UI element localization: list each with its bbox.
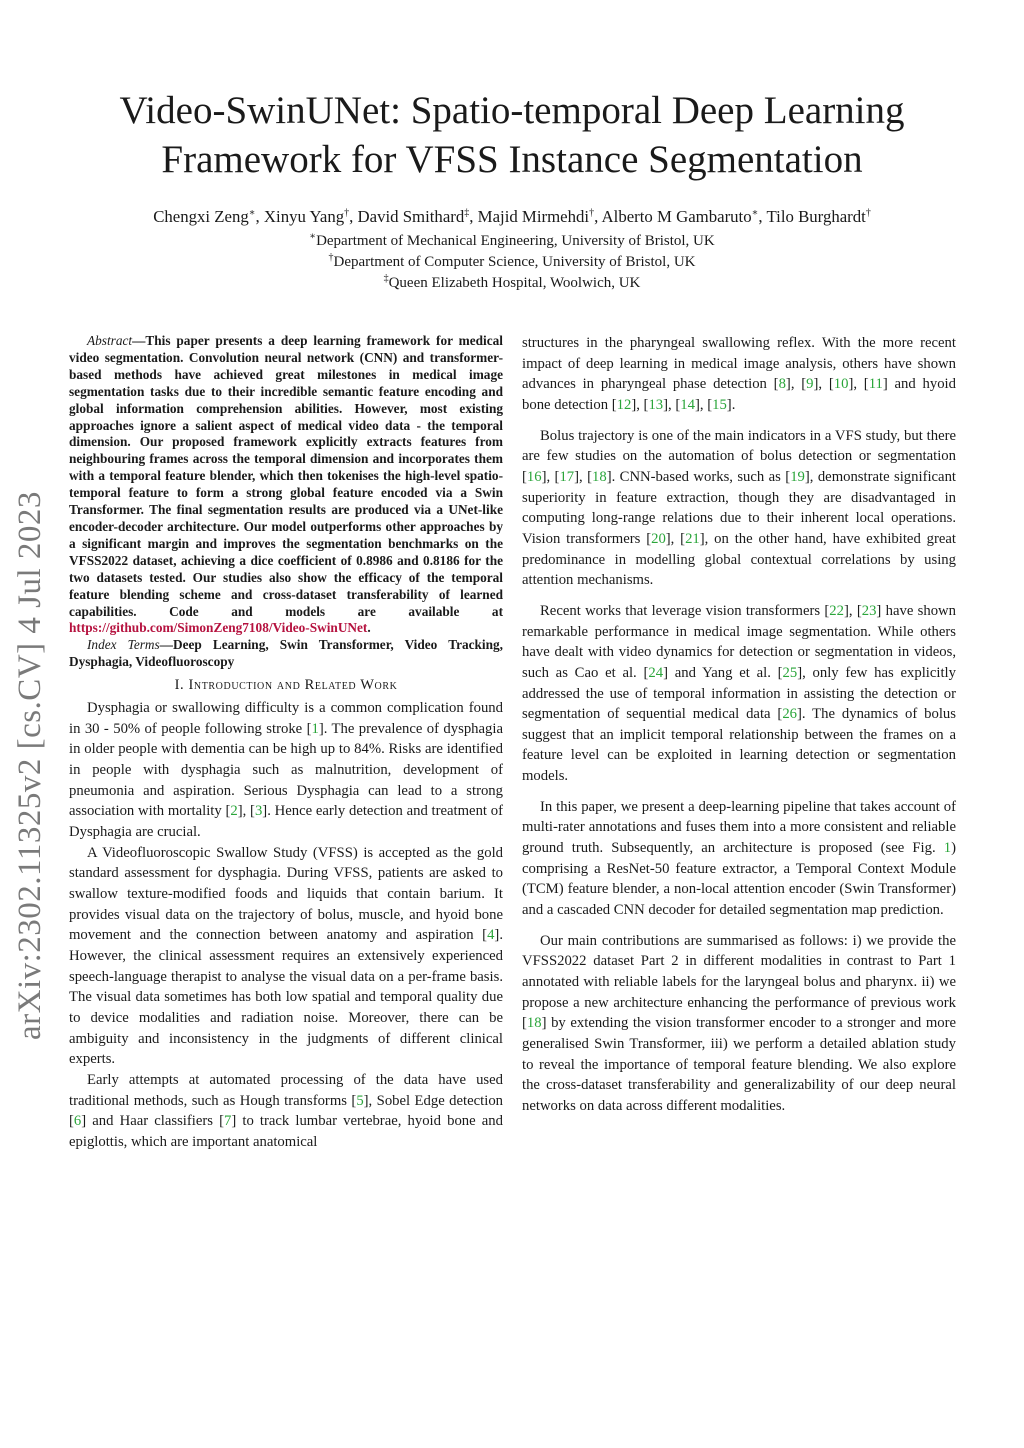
- abstract-label: Abstract: [87, 333, 133, 348]
- paragraph-text: ], [: [843, 602, 862, 619]
- section-heading-introduction: [69, 674, 503, 696]
- body-paragraph: [522, 797, 956, 921]
- code-repository-link[interactable]: https://github.com/SimonZeng7108/Video-SwinUNet: [69, 620, 368, 636]
- affiliation-mark: ∗: [309, 231, 317, 242]
- paragraph-text: ] by extending the vision transformer encoder to a stronger and more generalised Swin Transformer, iii) we perform a detailed ablation study to reveal the importance of temporal feature blending. We also explore the cross-dataset transferability and generalizability of our deep neural networks on data across different modalities.: [522, 1015, 956, 1114]
- body-paragraph: [522, 426, 956, 591]
- affiliation-text: Queen Elizabeth Hospital, Woolwich, UK: [388, 275, 641, 291]
- paper-title-line-2: Framework for VFSS Instance Segmentation: [161, 138, 863, 181]
- citation-link[interactable]: 24: [648, 664, 664, 681]
- citation-link[interactable]: 9: [806, 376, 814, 393]
- affiliation-1: [40, 231, 984, 251]
- paragraph-text: ], Sobel Edge detection [: [69, 1092, 504, 1130]
- citation-link[interactable]: 8: [778, 376, 786, 393]
- citation-link[interactable]: 21: [685, 530, 700, 547]
- index-terms-label: Index Terms: [87, 637, 160, 653]
- paragraph-text: ].: [726, 396, 736, 413]
- index-terms-text: —Deep Learning, Swin Transformer, Video Tracking, Dysphagia, Videofluoroscopy: [69, 637, 503, 670]
- paragraph-text: structures in the pharyngeal swallowing reflex. With the more recent impact of deep learning in medical image analysis, others have shown advances in pharyngeal phase detection [: [522, 335, 956, 393]
- paragraph-text: ], [: [665, 530, 686, 547]
- citation-link[interactable]: 11: [868, 376, 883, 393]
- author-list: Chengxi Zeng∗, Xinyu Yang†, David Smithard‡, Majid Mirmehdi†, Alberto M Gambaruto∗, Tilo Burghardt†: [153, 207, 871, 226]
- citation-link[interactable]: 15: [712, 396, 727, 413]
- affiliation-text: Department of Computer Science, University of Bristol, UK: [333, 254, 696, 270]
- paper-title: [60, 86, 964, 184]
- paragraph-text: ], on the other hand, have exhibited great predominance in modelling global contextual correlations by using attention mechanisms.: [522, 530, 956, 589]
- introduction-body-left: [69, 698, 503, 1152]
- right-column: [522, 333, 956, 1117]
- section-numeral: I.: [174, 677, 189, 694]
- author-affiliation-mark: ‡: [464, 207, 470, 219]
- paragraph-text: ], [: [663, 396, 681, 413]
- author-affiliation-mark: ∗: [751, 207, 759, 219]
- author-name: Alberto M Gambaruto: [601, 207, 752, 226]
- citation-link[interactable]: 2: [230, 803, 238, 820]
- paragraph-text: ], [: [694, 396, 713, 413]
- body-paragraph: [69, 843, 503, 1070]
- abstract: [69, 333, 503, 637]
- citation-link[interactable]: 16: [526, 468, 542, 485]
- paragraph-text: ) comprising a ResNet-50 feature extractor, a Temporal Context Module (TCM) feature blender, a non-local attention encoder (Swin Transformer) and a cascaded CNN decoder for detailed segmentation map prediction.: [522, 840, 956, 919]
- paragraph-text: ]. Hence early detection and treatment of Dysphagia are crucial.: [69, 803, 503, 841]
- author-affiliation-mark: †: [344, 207, 350, 219]
- body-paragraph: [522, 333, 956, 416]
- paragraph-text: ] and Yang et al. [: [663, 664, 783, 681]
- paragraph-text: ], [: [813, 376, 834, 393]
- body-paragraph: [69, 1070, 503, 1153]
- abstract-text: —This paper presents a deep learning framework for medical video segmentation. Convolution neural network (CNN) and transformer-based methods have achieved great milestones in medical image segmentation tasks due to their incredible semantic feature encoding and global information comprehension abilities. However, most existing approaches ignore a salient aspect of medical video data - the temporal dimension. Our proposed framework explicitly extracts features from neighbouring frames across the temporal dimension and incorporates them with a temporal feature blender, which then tokenises the high-level spatio-temporal feature to form a strong global feature encoded via a Swin Transformer. The final segmentation results are produced via a UNet-like encoder-decoder architecture. Our model outperforms other approaches by a significant margin and improves the segmentation benchmarks on the VFSS2022 dataset, achieving a dice coefficient of 0.8986 and 0.8186 for the two datasets tested. Our studies also show the efficacy of the temporal feature blending scheme and cross-dataset transferability of learned capabilities. Code and models are available at: [69, 333, 503, 619]
- paragraph-text: ], [: [785, 376, 807, 393]
- citation-link[interactable]: 10: [833, 376, 849, 393]
- paragraph-text: ], [: [574, 468, 592, 485]
- left-column: [69, 333, 503, 1153]
- body-paragraph: [522, 601, 956, 787]
- citation-link[interactable]: 3: [254, 803, 263, 820]
- paragraph-text: ], [: [631, 396, 649, 413]
- paragraph-text: ], [: [237, 803, 255, 820]
- index-terms: [69, 637, 503, 671]
- paragraph-text: Our main contributions are summarised as follows: i) we provide the VFSS2022 dataset Part 2 in different modalities in contrast to Part 1 annotated with reliable labels for the laryngeal bolus and pharynx. ii) we propose a new architecture enhancing the performance of previous work [: [522, 932, 956, 1032]
- arxiv-identifier: arXiv:2302.11325v2 [cs.CV] 4 Jul 2023: [12, 491, 48, 1040]
- citation-link[interactable]: 1: [943, 840, 952, 857]
- citation-link[interactable]: 12: [616, 396, 632, 413]
- paragraph-text: ]. The prevalence of dysphagia in older people with dementia can be high up to 84%. Risks are identified in people with dysphagia such as malnutrition, development of pneumonia and aspiration. Serious Dysphagia can lead to a strong association with mortality [: [69, 720, 503, 820]
- paragraph-text: ], [: [541, 468, 560, 485]
- affiliation-3: [40, 273, 984, 293]
- body-paragraph: [69, 698, 503, 843]
- citation-link[interactable]: 6: [73, 1113, 82, 1130]
- section-title: Introduction and Related Work: [188, 677, 398, 694]
- paragraph-text: Bolus trajectory is one of the main indicators in a VFS study, but there are few studies on the automation of bolus detection or segmentation [: [522, 427, 956, 485]
- paragraph-text: Recent works that leverage vision transformers [: [540, 602, 830, 619]
- introduction-body-right: [522, 333, 956, 1117]
- paragraph-text: ], demonstrate significant superiority in feature extraction, though they are disadvantaged in computing long-range relations due to their inherent local operations. Vision transformers [: [522, 468, 957, 547]
- paragraph-text: ] have shown remarkable performance in medical image segmentation. While others have dealt with video dynamics for detection or segmentation in videos, such as Cao et al. [: [522, 602, 956, 681]
- body-paragraph: [522, 931, 956, 1117]
- paragraph-text: ] and hyoid bone detection [: [522, 376, 956, 413]
- citation-link[interactable]: 25: [782, 664, 798, 681]
- citation-link[interactable]: 4: [487, 927, 495, 944]
- paper-title-line-1: Video-SwinUNet: Spatio-temporal Deep Learning: [119, 89, 905, 132]
- citation-link[interactable]: 18: [592, 468, 607, 485]
- author-affiliation-mark: †: [589, 207, 595, 219]
- paragraph-text: A Videofluoroscopic Swallow Study (VFSS) is accepted as the gold standard assessment for dysphagia. During VFSS, patients are asked to swallow texture-modified foods and liquids that contain barium. It provides visual data on the trajectory of bolus, muscle, and hyoid bone movement and the connection between anatomy and aspiration [: [69, 844, 503, 944]
- paragraph-text: ], [: [848, 376, 869, 393]
- paragraph-text: ]. However, the clinical assessment requires an extensively experienced speech-language therapist to analyse the visual data on a per-frame basis. The visual data sometimes has both low spatial and temporal quality due to device modalities and radiation noise. Moreover, there can be ambiguity and inconsistency in the judgments of different clinical experts.: [69, 927, 503, 1068]
- affiliation-mark: ‡: [383, 273, 389, 284]
- citation-link[interactable]: 14: [680, 396, 695, 413]
- citation-link[interactable]: 20: [651, 530, 666, 547]
- affiliation-text: Department of Mechanical Engineering, University of Bristol, UK: [316, 233, 715, 249]
- author-name: David Smithard: [357, 207, 465, 226]
- author-affiliation-mark: †: [865, 207, 871, 219]
- paragraph-text: ]. CNN-based works, such as [: [606, 468, 791, 485]
- citation-link[interactable]: 17: [559, 468, 575, 485]
- author-name: Majid Mirmehdi: [477, 207, 590, 226]
- paragraph-text: ] to track lumbar vertebrae, hyoid bone and epiglottis, which are important anatomical: [69, 1113, 503, 1150]
- citation-link[interactable]: 13: [648, 396, 664, 413]
- citation-link[interactable]: 5: [356, 1092, 364, 1109]
- citation-link[interactable]: 26: [782, 706, 797, 723]
- author-name: Xinyu Yang: [263, 207, 345, 226]
- affiliation-2: [40, 252, 984, 272]
- author-affiliation-mark: ∗: [248, 207, 256, 219]
- paragraph-text: In this paper, we present a deep-learning pipeline that takes account of multi-rater annotations and fuses them into a more consistent and reliable ground truth. Subsequently, an architecture is proposed (see Fig.: [522, 798, 956, 857]
- citation-link[interactable]: 19: [790, 468, 805, 485]
- paragraph-text: ], only few has explicitly addressed the use of temporal information in assisting the detection or segmentation of sequential medical data [: [522, 664, 956, 723]
- author-name: Tilo Burghardt: [766, 207, 866, 226]
- citation-link[interactable]: 18: [526, 1015, 542, 1032]
- abstract-end: .: [367, 620, 371, 636]
- paragraph-text: ]. The dynamics of bolus suggest that an implicit temporal relationship between the frames on a feature level can be exploited in learning detection or segmentation models.: [522, 706, 956, 785]
- paragraph-text: Dysphagia or swallowing difficulty is a common complication found in 30 - 50% of people following stroke [: [69, 700, 503, 737]
- citation-link[interactable]: 22: [829, 602, 844, 619]
- paragraph-text: ] and Haar classifiers [: [81, 1113, 224, 1130]
- affiliation-mark: †: [328, 252, 334, 263]
- paragraph-text: Early attempts at automated processing of the data have used traditional methods, such as Hough transforms [: [69, 1071, 503, 1109]
- citation-link[interactable]: 1: [311, 720, 319, 737]
- author-name: Chengxi Zeng: [153, 207, 249, 226]
- citation-link[interactable]: 23: [861, 602, 877, 619]
- citation-link[interactable]: 7: [224, 1113, 232, 1130]
